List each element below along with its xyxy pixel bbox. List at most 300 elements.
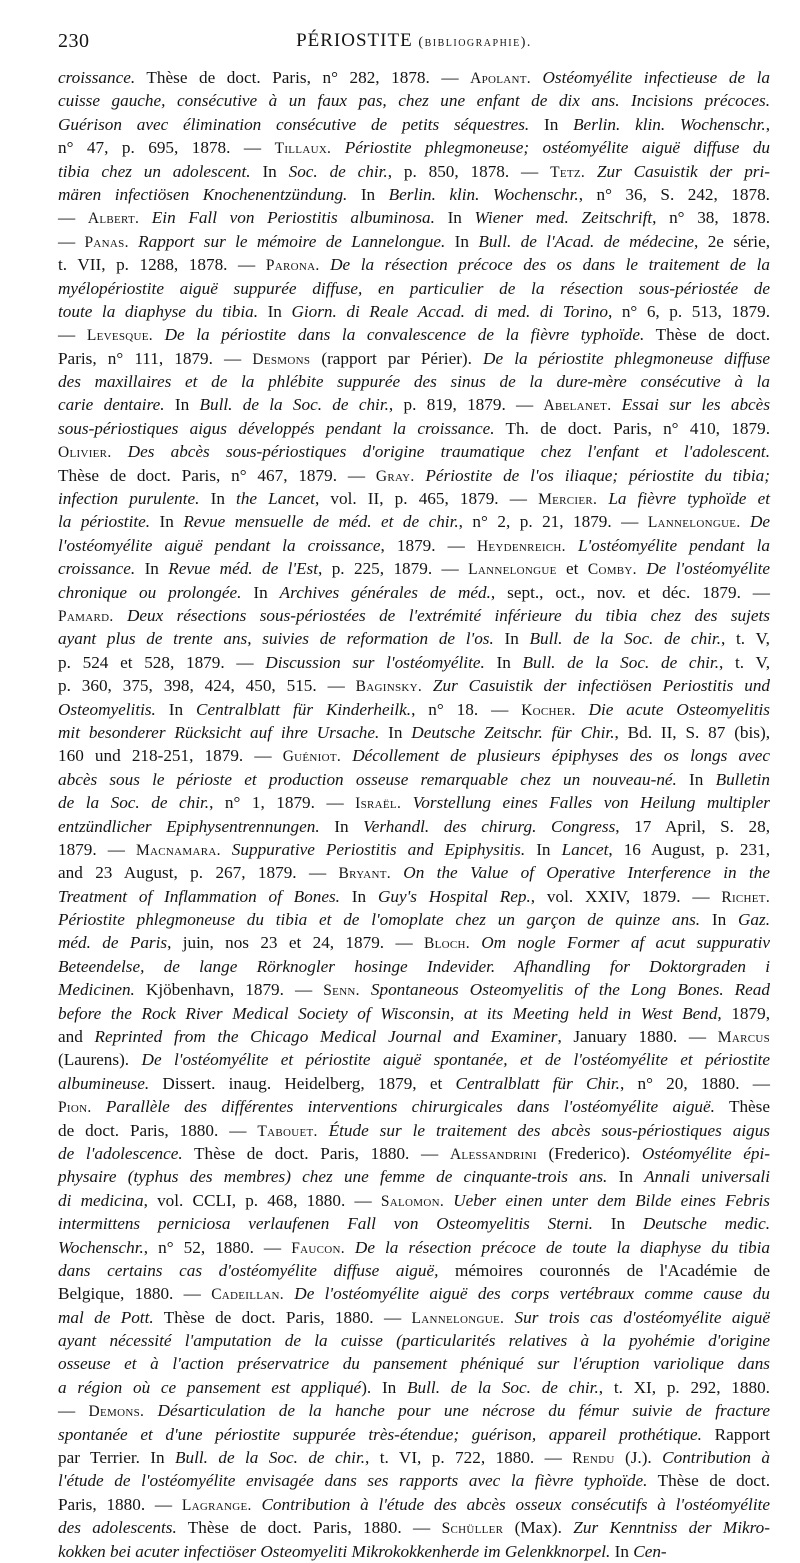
author-name: Parona. bbox=[265, 257, 320, 275]
text-segment: mémoires couronnés de l'Académie de bbox=[438, 1260, 770, 1280]
text-line bbox=[58, 1142, 770, 1165]
text-segment: (Max). bbox=[503, 1518, 574, 1538]
text-segment: In bbox=[484, 652, 523, 672]
text-segment: , n° 6, p. 513, 1879. bbox=[607, 301, 770, 321]
text-line bbox=[58, 440, 770, 463]
italic-title: Treatment of Inflammation of Bones. bbox=[58, 886, 340, 906]
text-line bbox=[58, 160, 770, 183]
text-segment: — bbox=[58, 1401, 89, 1421]
text-segment: , t. V, bbox=[721, 629, 770, 649]
text-line bbox=[58, 955, 770, 978]
text-segment: , p. 819, 1879. — bbox=[388, 395, 544, 415]
text-segment: In bbox=[241, 582, 280, 602]
text-segment: , n° 18. — bbox=[411, 699, 522, 719]
author-name: Pamard. bbox=[58, 607, 114, 625]
running-title-text: PÉRIOSTITE bbox=[296, 30, 413, 51]
text-line bbox=[58, 230, 770, 253]
text-segment: Kjöbenhavn, 1879. — bbox=[134, 980, 324, 1000]
author-name: Salomon. bbox=[380, 1192, 444, 1210]
author-name: Bloch. bbox=[423, 935, 470, 953]
text-segment: , n° 36, S. 242, 1878. bbox=[578, 184, 770, 204]
page-number: 230 bbox=[58, 30, 90, 52]
text-line bbox=[58, 557, 770, 580]
text-segment: , n° 38, 1878. bbox=[652, 208, 771, 228]
text-line bbox=[58, 885, 770, 908]
italic-title: Cen- bbox=[633, 1541, 667, 1561]
text-segment: — bbox=[58, 231, 85, 251]
text-segment: In bbox=[164, 395, 200, 415]
text-segment: In bbox=[150, 512, 184, 532]
italic-title: Spontaneous Osteomyelitis of the Long Bones. Read bbox=[359, 980, 770, 1000]
text-segment: In bbox=[199, 489, 237, 509]
italic-title: Wochenschr. bbox=[58, 1237, 144, 1257]
text-segment: Thèse de doct. Paris, n° 467, 1879. — bbox=[58, 465, 376, 485]
italic-title: Décollement de plusieurs épiphyses des os longs avec bbox=[341, 746, 770, 766]
text-line bbox=[58, 1025, 770, 1048]
text-line bbox=[58, 393, 770, 416]
text-segment: Thèse de doct. Paris, n° 282, 1878. — bbox=[135, 68, 471, 87]
text-segment: In bbox=[135, 559, 169, 579]
text-segment: , n° 20, 1880. — bbox=[619, 1073, 770, 1093]
author-name: Rendu bbox=[572, 1450, 615, 1468]
italic-title: abcès sous le périoste et production osseuse remarquable chez un nouveau-né. bbox=[58, 769, 677, 789]
text-line bbox=[58, 1236, 770, 1259]
author-name: Demons. bbox=[88, 1403, 145, 1421]
text-line bbox=[58, 66, 770, 89]
author-name: Comby. bbox=[587, 561, 637, 579]
italic-title: de l'adolescence. bbox=[58, 1143, 183, 1163]
italic-title: méd. de Paris bbox=[58, 933, 168, 953]
text-line bbox=[58, 1493, 770, 1516]
italic-title: On the Value of Operative Interference in the bbox=[390, 863, 770, 883]
italic-title: physaire (typhus des membres) chez une femme de cinquante-trois ans. bbox=[58, 1167, 608, 1187]
text-line bbox=[58, 1516, 770, 1539]
text-segment: par Terrier. In bbox=[58, 1448, 176, 1468]
italic-title: Osteomyelitis. bbox=[58, 699, 156, 719]
text-line bbox=[58, 698, 770, 721]
italic-title: Deutsche medic. bbox=[642, 1214, 770, 1234]
text-segment: Belgique, 1880. — bbox=[58, 1284, 212, 1304]
italic-title: De la périostite phlegmoneuse diffuse bbox=[483, 348, 770, 368]
italic-title: croissance. bbox=[58, 559, 136, 579]
text-segment: In bbox=[493, 629, 530, 649]
author-name: Guéniot. bbox=[282, 748, 342, 766]
text-segment: Thèse de doct. Paris, 1880. — bbox=[153, 1307, 412, 1327]
italic-title: intermittens perniciosa verlaufenen Fall von Osteomyelitis Sterni. bbox=[58, 1214, 593, 1234]
italic-title: De la résection précoce des os dans le traitement de la bbox=[319, 255, 771, 275]
author-name: Albert. bbox=[87, 210, 140, 228]
italic-title: Discussion sur l'ostéomyélite. bbox=[265, 652, 485, 672]
text-segment: and bbox=[58, 1027, 95, 1047]
italic-title: Centralblatt für Chir. bbox=[455, 1073, 620, 1093]
author-name: Senn. bbox=[323, 982, 360, 1000]
italic-title: des maxillaires et de la phlébite suppurée des sinus de la dure-mère consécutive à la bbox=[58, 372, 770, 392]
text-segment: Thèse bbox=[714, 1097, 771, 1117]
italic-title: before the Rock River Medical Society of Wisconsin, at its Meeting held in West Bend, bbox=[58, 1003, 722, 1023]
italic-title: spontanée et d'une périostite suppurée très-étendue; guérison, appareil prothétique. bbox=[58, 1424, 702, 1444]
text-line bbox=[58, 89, 770, 112]
text-segment: p. 360, 375, 398, 424, 450, 515. — bbox=[58, 676, 356, 696]
italic-title: Bulletin bbox=[715, 769, 770, 789]
italic-title: osseuse et à l'action préservatrice du pansement phéniqué sur l'éruption variolique dans bbox=[58, 1354, 770, 1374]
author-name: Lannelongue bbox=[468, 561, 557, 579]
text-segment: Rapport bbox=[701, 1424, 770, 1444]
italic-title: infection purulente. bbox=[58, 489, 200, 509]
italic-title: myélopériostite aiguë suppurée diffuse, en particulier de la résection sous-périostée de bbox=[58, 278, 770, 298]
text-line bbox=[58, 627, 770, 650]
text-segment: — bbox=[58, 208, 88, 228]
italic-title: La fièvre typhoïde et bbox=[597, 489, 770, 509]
author-name: Tabouet. bbox=[257, 1122, 318, 1140]
author-name: Tetz. bbox=[550, 163, 586, 181]
author-name: Alessandrini bbox=[449, 1145, 537, 1163]
text-segment: In bbox=[676, 769, 716, 789]
text-segment: n° 47, p. 695, 1878. — bbox=[58, 138, 275, 158]
italic-title: Bull. de la Soc. de chir. bbox=[407, 1377, 599, 1397]
text-line bbox=[58, 1002, 770, 1025]
italic-title: Lancet bbox=[561, 839, 609, 859]
italic-title: Parallèle des différentes interventions chirurgicales dans l'ostéomyélite aiguë. bbox=[91, 1097, 715, 1117]
italic-title: the Lancet bbox=[236, 489, 315, 509]
text-segment: In bbox=[529, 114, 574, 134]
italic-title: sous-périostiques aigus développés pendant la croissance. bbox=[58, 418, 495, 438]
italic-title: Giorn. di Reale Accad. di med. di Torino bbox=[291, 301, 608, 321]
text-segment: In bbox=[607, 1167, 645, 1187]
text-line bbox=[58, 1259, 770, 1282]
text-line bbox=[58, 113, 770, 136]
text-line bbox=[58, 791, 770, 814]
text-segment: , vol. II, p. 465, 1879. — bbox=[314, 489, 539, 509]
italic-title: Beteendelse, de lange Rörknogler hosinge Indevider. Afhandling for Doktorgraden i bbox=[58, 956, 770, 976]
italic-title: mal de Pott. bbox=[58, 1307, 154, 1327]
text-line bbox=[58, 815, 770, 838]
text-line bbox=[58, 1189, 770, 1212]
text-line bbox=[58, 861, 770, 884]
italic-title: Sur trois cas d'ostéomyélite aiguë bbox=[504, 1307, 771, 1327]
bibliography-text bbox=[58, 66, 770, 1563]
running-title bbox=[58, 30, 770, 52]
text-segment: , n° 52, 1880. — bbox=[143, 1237, 292, 1257]
italic-title: Gaz. bbox=[738, 910, 770, 930]
italic-title: De la périostite dans la convalescence de la fièvre typhoïde. bbox=[152, 325, 645, 345]
text-segment: In bbox=[434, 208, 475, 228]
text-line bbox=[58, 908, 770, 931]
italic-title: chronique ou prolongée. bbox=[58, 582, 242, 602]
author-name: Macnamara. bbox=[135, 841, 221, 859]
text-segment: , n° 1, 1879. — bbox=[209, 793, 356, 813]
text-line bbox=[58, 323, 770, 346]
text-segment: , t. XI, p. 292, 1880. bbox=[598, 1377, 770, 1397]
running-subtitle: (bibliographie). bbox=[418, 35, 532, 50]
italic-title: Bull. de l'Acad. de médecine bbox=[478, 231, 695, 251]
text-line bbox=[58, 604, 770, 627]
text-segment: Thèse de doct. bbox=[644, 325, 771, 345]
italic-title: Berlin. klin. Wochenschr. bbox=[573, 114, 766, 134]
text-line bbox=[58, 1446, 770, 1469]
italic-title: Étude sur le traitement des abcès sous-périostiques aigus bbox=[317, 1120, 770, 1140]
text-line bbox=[58, 206, 770, 229]
italic-title: Soc. de chir. bbox=[288, 161, 388, 181]
italic-title: Zur Casuistik der pri- bbox=[585, 161, 770, 181]
author-name: Faucon. bbox=[291, 1239, 345, 1257]
text-line bbox=[58, 838, 770, 861]
text-segment: p. 524 et 528, 1879. — bbox=[58, 652, 266, 672]
text-line bbox=[58, 1352, 770, 1375]
italic-title: Bull. de la Soc. de chir. bbox=[522, 652, 720, 672]
text-line bbox=[58, 1165, 770, 1188]
italic-title: Désarticulation de la hanche pour une nécrose du fémur suivie de fracture bbox=[144, 1401, 770, 1421]
author-name: Gray. bbox=[375, 467, 415, 485]
italic-title: dans certains cas d'ostéomyélite diffuse aiguë, bbox=[58, 1260, 439, 1280]
italic-title: Centralblatt für Kinderheilk. bbox=[196, 699, 412, 719]
italic-title: tibia chez un adolescent. bbox=[58, 161, 251, 181]
text-line bbox=[58, 487, 770, 510]
text-line bbox=[58, 768, 770, 791]
text-segment: , t. V, bbox=[719, 652, 770, 672]
italic-title: di medicina bbox=[58, 1190, 144, 1210]
text-line bbox=[58, 300, 770, 323]
text-line bbox=[58, 347, 770, 370]
text-segment: Dissert. inaug. Heidelberg, 1879, et bbox=[149, 1073, 456, 1093]
text-line bbox=[58, 1399, 770, 1422]
text-line bbox=[58, 277, 770, 300]
text-segment: Thèse de doct. Paris, 1880. — bbox=[176, 1518, 442, 1538]
text-line bbox=[58, 978, 770, 1001]
italic-title: toute la diaphyse du tibia. bbox=[58, 301, 259, 321]
italic-title: De l'ostéomyélite aiguë des corps vertébraux comme cause du bbox=[283, 1284, 770, 1304]
italic-title: Die acute Osteomyelitis bbox=[575, 699, 770, 719]
author-name: Baginsky. bbox=[355, 678, 423, 696]
text-line bbox=[58, 1072, 770, 1095]
text-segment: Th. de doct. Paris, n° 410, 1879. bbox=[494, 418, 770, 438]
author-name: Lagrange. bbox=[181, 1496, 252, 1514]
italic-title: carie dentaire. bbox=[58, 395, 165, 415]
italic-title: Périostite phlegmoneuse du tibia et de l'omoplate chez un garçon de quinze ans. bbox=[58, 910, 701, 930]
text-line bbox=[58, 674, 770, 697]
author-name: Richet. bbox=[721, 888, 770, 906]
italic-title: Ostéomyélite épi- bbox=[641, 1143, 771, 1163]
text-line bbox=[58, 581, 770, 604]
italic-title: De l'ostéomyélite et périostite aiguë spontanée, et de l'ostéomyélite et périostite bbox=[141, 1050, 770, 1070]
italic-title: Périostite de l'os iliaque; périostite du tibia; bbox=[414, 465, 770, 485]
text-segment: , 17 April, S. 28, bbox=[615, 816, 770, 836]
italic-title: la périostite. bbox=[58, 512, 151, 532]
text-line bbox=[58, 136, 770, 159]
text-segment: , Bd. II, S. 87 (bis), bbox=[614, 722, 770, 742]
italic-title: De la résection précoce de toute la diaphyse du tibia bbox=[344, 1237, 771, 1257]
text-segment: In bbox=[525, 839, 562, 859]
italic-title: Deutsche Zeitschr. für Chir. bbox=[411, 722, 615, 742]
text-segment: In bbox=[347, 184, 389, 204]
author-name: Tillaux. bbox=[274, 140, 332, 158]
text-segment: , January 1880. — bbox=[557, 1027, 718, 1047]
text-segment: , sept., oct., nov. et déc. 1879. — bbox=[490, 582, 770, 602]
text-line bbox=[58, 721, 770, 744]
text-line bbox=[58, 1329, 770, 1352]
text-segment: (Laurens). bbox=[58, 1050, 142, 1070]
author-name: Kocher. bbox=[521, 701, 576, 719]
text-segment: In bbox=[445, 231, 479, 251]
text-segment: In bbox=[155, 699, 197, 719]
italic-title: Contribution à l'étude des abcès osseux consécutifs à l'ostéomyélite bbox=[251, 1494, 770, 1514]
text-line bbox=[58, 510, 770, 533]
italic-title: entzündlicher Epiphysentrennungen. bbox=[58, 816, 320, 836]
italic-title: kokken bei acuter infectiöser Osteomyeliti Mikrokokkenherde im Gelenkknorpel. bbox=[58, 1541, 611, 1561]
text-segment: — bbox=[58, 325, 87, 345]
italic-title: Om nogle Former af acut suppurativ bbox=[469, 933, 770, 953]
text-line bbox=[58, 651, 770, 674]
text-segment: 160 und 218-251, 1879. — bbox=[58, 746, 283, 766]
italic-title: Medicinen. bbox=[58, 980, 135, 1000]
text-segment: Paris, n° 111, 1879. — bbox=[58, 348, 253, 368]
text-segment: et bbox=[556, 559, 588, 579]
text-segment: , p. 850, 1878. — bbox=[387, 161, 551, 181]
text-segment: , 1879. — bbox=[380, 535, 477, 555]
text-segment: Thèse de doct. Paris, 1880. — bbox=[182, 1143, 450, 1163]
italic-title: cuisse gauche, consécutive à un faux pas, chez une enfant de dix ans. Incisions précoces. bbox=[58, 91, 770, 111]
text-segment: , vol. XXIV, 1879. — bbox=[530, 886, 722, 906]
text-segment: t. VII, p. 1288, 1878. — bbox=[58, 255, 266, 275]
italic-title: Guérison avec élimination consécutive de petits séquestres. bbox=[58, 114, 530, 134]
text-line bbox=[58, 1469, 770, 1492]
italic-title: Ueber einen unter dem Bilde eines Febris bbox=[444, 1190, 770, 1210]
text-segment: Paris, 1880. — bbox=[58, 1494, 182, 1514]
italic-title: de la Soc. de chir. bbox=[58, 793, 210, 813]
italic-title: Vorstellung eines Falles von Heilung multipler bbox=[401, 793, 770, 813]
author-name: Panas. bbox=[84, 233, 129, 251]
text-segment: , bbox=[765, 114, 770, 134]
author-name: Mercier. bbox=[538, 491, 598, 509]
author-name: Abelanet. bbox=[543, 397, 612, 415]
author-name: Levesque. bbox=[86, 327, 153, 345]
author-name: Bryant. bbox=[338, 865, 391, 883]
italic-title: Annali universali bbox=[644, 1167, 770, 1187]
italic-title: Essai sur les abcès bbox=[611, 395, 771, 415]
italic-title: ayant nécessité l'amputation de la cuisse (particularités relatives à la pyohémie d'origine bbox=[58, 1331, 770, 1351]
text-segment: (rapport par Périer). bbox=[310, 348, 484, 368]
italic-title: Rapport sur le mémoire de Lannelongue. bbox=[128, 231, 446, 251]
italic-title: Berlin. klin. Wochenschr. bbox=[388, 184, 579, 204]
text-line bbox=[58, 1540, 770, 1563]
author-name: Pion. bbox=[58, 1099, 92, 1117]
author-name: Olivier. bbox=[58, 444, 112, 462]
text-line bbox=[58, 183, 770, 206]
text-segment: (J.). bbox=[614, 1448, 663, 1468]
italic-title: Archives générales de méd. bbox=[279, 582, 491, 602]
italic-title: mit besonderer Rücksicht auf ihre Ursache. bbox=[58, 722, 380, 742]
text-line bbox=[58, 1306, 770, 1329]
text-line bbox=[58, 1376, 770, 1399]
italic-title: Verhandl. des chirurg. Congress bbox=[363, 816, 616, 836]
text-segment: and 23 August, p. 267, 1879. — bbox=[58, 863, 339, 883]
text-segment: In bbox=[339, 886, 378, 906]
text-segment: In bbox=[250, 161, 289, 181]
text-line bbox=[58, 370, 770, 393]
italic-title: Des abcès sous-périostiques d'origine traumatique chez l'enfant et l'adolescent. bbox=[111, 442, 770, 462]
text-line bbox=[58, 931, 770, 954]
italic-title: Deux résections sous-périostées de l'extrémité inférieure du tibia chez des sujets bbox=[113, 605, 770, 625]
author-name: Israël. bbox=[355, 795, 402, 813]
italic-title: l'étude de l'ostéomyélite envisagée dans ses rapports avec la fièvre typhoïde. bbox=[58, 1471, 648, 1491]
italic-title: Reprinted from the Chicago Medical Journal and Examiner bbox=[94, 1027, 558, 1047]
author-name: Desmons bbox=[252, 350, 311, 368]
text-segment: , t. VI, p. 722, 1880. — bbox=[365, 1448, 573, 1468]
page bbox=[58, 30, 770, 1563]
italic-title: Wiener med. Zeitschrift bbox=[474, 208, 653, 228]
text-segment: (Frederico). bbox=[536, 1143, 642, 1163]
italic-title: Revue méd. de l'Est bbox=[168, 559, 319, 579]
author-name: Lannelongue. bbox=[647, 514, 741, 532]
text-segment: , n° 2, p. 21, 1879. — bbox=[458, 512, 648, 532]
text-line bbox=[58, 1212, 770, 1235]
author-name: Apolant. bbox=[470, 70, 531, 87]
running-header bbox=[58, 30, 770, 66]
italic-title: ayant plus de trente ans, suivies de reformation de l'os. bbox=[58, 629, 494, 649]
text-segment: In bbox=[592, 1214, 643, 1234]
text-line bbox=[58, 534, 770, 557]
italic-title: Guy's Hospital Rep. bbox=[377, 886, 531, 906]
italic-title: Contribution à bbox=[662, 1448, 770, 1468]
text-line bbox=[58, 1095, 770, 1118]
italic-title: albumineuse. bbox=[58, 1073, 150, 1093]
italic-title: Revue mensuelle de méd. et de chir. bbox=[183, 512, 459, 532]
text-segment: de doct. Paris, 1880. — bbox=[58, 1120, 258, 1140]
italic-title: Ein Fall von Periostitis albuminosa. bbox=[139, 208, 435, 228]
text-segment: 1879. — bbox=[58, 839, 136, 859]
italic-title: Suppurative Periostitis and Epiphysitis. bbox=[220, 839, 526, 859]
text-segment: In bbox=[700, 910, 738, 930]
text-line bbox=[58, 1119, 770, 1142]
italic-title: a région où ce pansement est appliqué bbox=[58, 1377, 362, 1397]
author-name: Marcus bbox=[717, 1029, 770, 1047]
text-segment: 1879, bbox=[721, 1003, 770, 1023]
author-name: Schüller bbox=[441, 1520, 504, 1538]
italic-title: des adolescents. bbox=[58, 1518, 177, 1538]
italic-title: Périostite phlegmoneuse; ostéomyélite aiguë diffuse du bbox=[331, 138, 771, 158]
text-segment: , 16 August, p. 231, bbox=[608, 839, 770, 859]
italic-title: Zur Kenntniss der Mikro- bbox=[573, 1518, 770, 1538]
text-segment: In bbox=[610, 1541, 634, 1561]
text-segment: In bbox=[319, 816, 364, 836]
text-line bbox=[58, 1048, 770, 1071]
author-name: Heydenreich. bbox=[476, 537, 566, 555]
italic-title: mären infectiösen Knochenentzündung. bbox=[58, 184, 348, 204]
italic-title: Bull. de la Soc. de chir. bbox=[529, 629, 722, 649]
text-segment: ). In bbox=[361, 1377, 408, 1397]
text-segment: , vol. CCLI, p. 468, 1880. — bbox=[143, 1190, 381, 1210]
author-name: Lannelongue. bbox=[411, 1309, 505, 1327]
italic-title: l'ostéomyélite aiguë pendant la croissance bbox=[58, 535, 381, 555]
text-line bbox=[58, 464, 770, 487]
text-segment: , 2e série, bbox=[694, 231, 770, 251]
text-line bbox=[58, 1282, 770, 1305]
text-line bbox=[58, 417, 770, 440]
text-segment: , p. 225, 1879. — bbox=[318, 559, 469, 579]
text-line bbox=[58, 744, 770, 767]
text-segment: , juin, nos 23 et 24, 1879. — bbox=[167, 933, 424, 953]
italic-title: Bull. de la Soc. de chir. bbox=[175, 1448, 366, 1468]
text-segment: In bbox=[258, 301, 292, 321]
italic-title: croissance. bbox=[58, 68, 136, 87]
italic-title: L'ostéomyélite pendant la bbox=[565, 535, 771, 555]
text-line bbox=[58, 1423, 770, 1446]
text-segment: In bbox=[379, 722, 412, 742]
text-line bbox=[58, 253, 770, 276]
italic-title: Bull. de la Soc. de chir. bbox=[199, 395, 389, 415]
author-name: Cadeillan. bbox=[211, 1286, 284, 1304]
italic-title: De bbox=[740, 512, 771, 532]
italic-title: Ostéomyélite infectieuse de la bbox=[530, 68, 770, 87]
